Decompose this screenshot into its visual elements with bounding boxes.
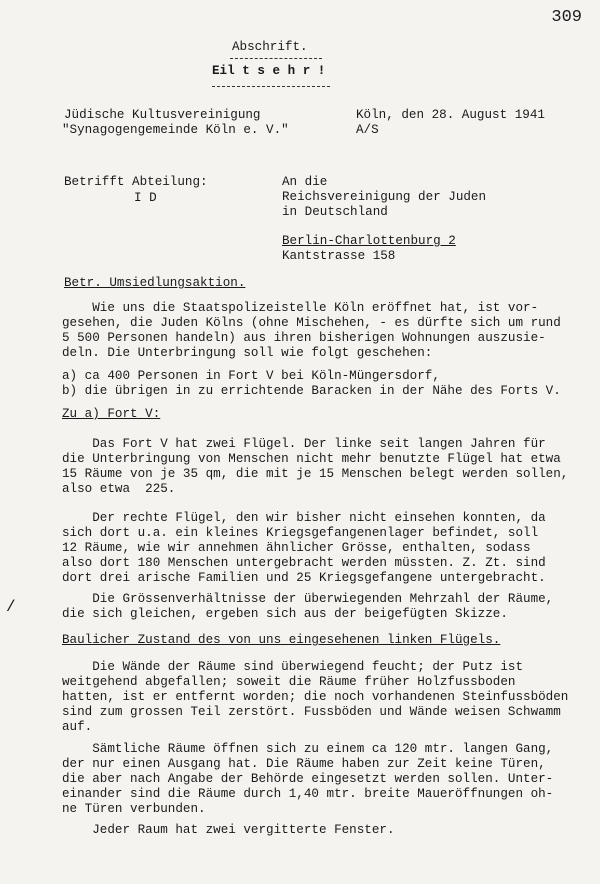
subject-line: Betr. Umsiedlungsaktion. (64, 276, 246, 290)
margin-mark: / (6, 598, 16, 616)
intro-line: 5 500 Personen handeln) aus ihren bisherigen Wohnungen auszusie- (62, 331, 546, 345)
walls-paragraph-line: auf. (62, 720, 93, 734)
fort-paragraph-line: Das Fort V hat zwei Flügel. Der linke seit langen Jahren für (62, 437, 546, 451)
recipient-city: Berlin-Charlottenburg 2 (282, 234, 456, 248)
intro-line: deln. Die Unterbringung soll wie folgt geschehen: (62, 346, 433, 360)
rooms-paragraph-line: einander sind die Räume durch 1,40 mtr. breite Maueröffnungen oh- (62, 787, 554, 801)
department-label: Betrifft Abteilung: (64, 175, 208, 189)
sizes-paragraph-line: die sich gleichen, ergeben sich aus der beigefügten Skizze. (62, 607, 508, 621)
walls-paragraph-line: sind zum grossen Teil zerstört. Fussböden und Wände weisen Schwamm (62, 705, 561, 719)
walls-paragraph-line: weitgehend abgefallen; soweit die Räume früher Holzfussboden (62, 675, 516, 689)
sender-line-1: Jüdische Kultusvereinigung (64, 108, 261, 122)
urgent-underline (212, 86, 330, 87)
fort-paragraph-line: die Unterbringung von Menschen nicht mehr benutzte Flügel hat etwa (62, 452, 561, 466)
place-date: Köln, den 28. August 1941 (356, 108, 545, 122)
recipient-line-2: Reichsvereinigung der Juden (282, 190, 487, 204)
right-wing-paragraph-line: dort drei arische Familien und 25 Kriegsgefangene untergebracht. (62, 571, 546, 585)
rooms-paragraph-line: der nur einen Ausgang hat. Die Räume haben zur Zeit keine Türen, (62, 757, 546, 771)
right-wing-paragraph-line: also dort 180 Menschen untergebracht werden müssten. Z. Zt. sind (62, 556, 546, 570)
recipient-street: Kantstrasse 158 (282, 249, 396, 263)
heading: Abschrift. (232, 40, 308, 54)
right-wing-paragraph-line: Der rechte Flügel, den wir bisher nicht einsehen konnten, da (62, 511, 546, 525)
fort-paragraph-line: also etwa 225. (62, 482, 176, 496)
walls-paragraph-line: Die Wände der Räume sind überwiegend feucht; der Putz ist (62, 660, 524, 674)
sender-line-2: "Synagogengemeinde Köln e. V." (62, 123, 289, 137)
urgent-label: Eil t s e h r ! (212, 64, 326, 78)
section-heading-condition: Baulicher Zustand des von uns eingesehenen linken Flügels. (62, 633, 501, 647)
sizes-paragraph-line: Die Grössenverhältnisse der überwiegenden Mehrzahl der Räume, (62, 592, 554, 606)
recipient-line-3: in Deutschland (282, 205, 388, 219)
heading-underline (230, 58, 322, 59)
intro-line: gesehen, die Juden Kölns (ohne Mischehen, - es dürfte sich um rund (62, 316, 561, 330)
walls-paragraph-line: hatten, ist er entfernt worden; die noch vorhandenen Steinfussböden (62, 690, 569, 704)
windows-paragraph: Jeder Raum hat zwei vergitterte Fenster. (62, 823, 395, 837)
fort-paragraph-line: 15 Räume von je 35 qm, die mit je 15 Menschen belegt werden sollen, (62, 467, 569, 481)
list-item: b) die übrigen in zu errichtende Baracken in der Nähe des Forts V. (62, 384, 561, 398)
list-item: a) ca 400 Personen in Fort V bei Köln-Müngersdorf, (62, 369, 440, 383)
page-number: 309 (551, 8, 582, 27)
rooms-paragraph-line: die aber nach Angabe der Behörde eingesetzt werden sollen. Unter- (62, 772, 554, 786)
recipient-line-1: An die (282, 175, 328, 189)
rooms-paragraph-line: Sämtliche Räume öffnen sich zu einem ca 120 mtr. langen Gang, (62, 742, 554, 756)
section-heading-fort: Zu a) Fort V: (62, 407, 161, 421)
rooms-paragraph-line: ne Türen verbunden. (62, 802, 206, 816)
reference-code: A/S (356, 123, 379, 137)
right-wing-paragraph-line: 12 Räume, wie wir annehmen ähnlicher Grösse, enthalten, sodass (62, 541, 531, 555)
department-value: I D (134, 191, 157, 205)
right-wing-paragraph-line: sich dort u.a. ein kleines Kriegsgefangenenlager befindet, soll (62, 526, 539, 540)
intro-line: Wie uns die Staatspolizeistelle Köln eröffnet hat, ist vor- (62, 301, 539, 315)
